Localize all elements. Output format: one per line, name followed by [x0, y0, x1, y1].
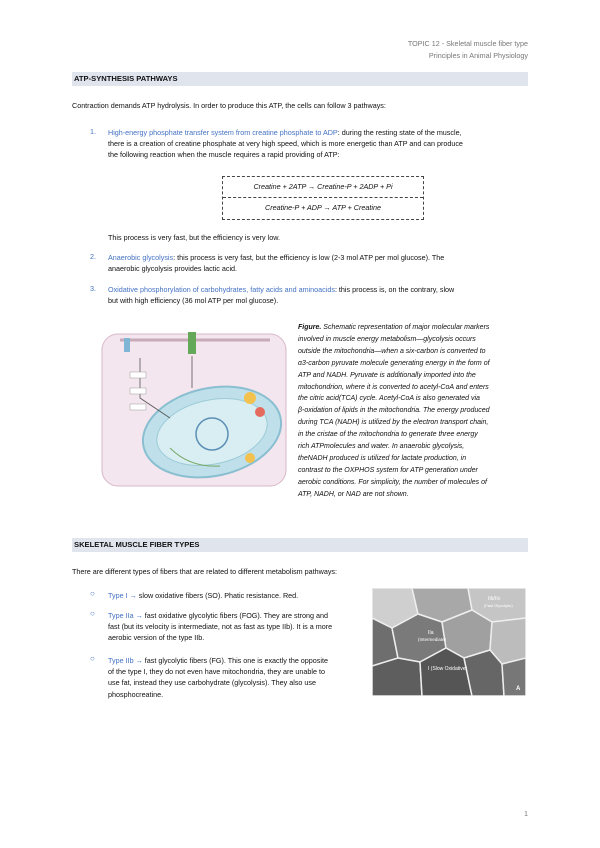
item-2-text-l2: anaerobic glycolysis provides lactic acid. — [108, 264, 238, 274]
intro-text: Contraction demands ATP hydrolysis. In order to produce this ATP, the cells can follow 3 pathways: — [72, 101, 386, 110]
type-2b-title: Type IIb → — [108, 656, 143, 665]
caption-line: outside the mitochondria—when a six-carbon is converted to — [298, 347, 486, 355]
header-course: Principles in Animal Physiology — [428, 51, 528, 60]
caption-line: involved in muscle energy metabolism—glycolysis occurs — [298, 335, 476, 343]
bullet-icon: ○ — [90, 589, 95, 598]
micrograph-panel-letter: A — [516, 686, 521, 692]
fiber-intro-text: There are different types of fibers that are related to different metabolism pathways: — [72, 567, 338, 576]
micrograph-label-i: I (Slow Oxidative) — [428, 666, 468, 672]
type-1-title: Type I → — [108, 591, 137, 600]
header-topic: TOPIC 12 - Skeletal muscle fiber type — [407, 39, 528, 48]
equation-box — [222, 176, 424, 220]
caption-line: mitochondrion, where it is converted to acetyl-CoA and enters — [298, 383, 489, 391]
caption-line: ATP and NADH. Pyruvate is additionally imported into the — [298, 371, 476, 379]
item-1 — [108, 127, 528, 161]
caption-line: in the cristae of the mitochondria to generate three energy — [298, 431, 478, 439]
item-1-text: : during the resting state of the muscle, — [337, 128, 462, 137]
equation-1: Creatine + 2ATP → Creatine-P + 2ADP + Pi — [253, 182, 393, 191]
section-heading-fiber-types — [72, 538, 528, 552]
item-1-title: High-energy phosphate transfer system from creatine phosphate to ADP — [108, 128, 338, 137]
item-3-title: Oxidative phosphorylation of carbohydrates, fatty acids and aminoacids — [108, 285, 335, 294]
item-3 — [108, 284, 528, 306]
page-number: 1 — [524, 809, 528, 818]
micrograph-label-iia: IIa — [428, 630, 434, 636]
type-2b-text-l4: phosphocreatine. — [108, 689, 164, 699]
caption-line: contrast to the OXPHOS system for ATP generation under — [298, 466, 478, 474]
item-2-text: : this process is very fast, but the efficiency is low (2-3 mol ATP per mol glucose). The — [173, 253, 445, 262]
item-2-title: Anaerobic glycolysis — [108, 253, 174, 262]
figure-label: Figure. — [298, 324, 322, 331]
type-2b-text: fast glycolytic fibers (FG). This one is exactly the opposite — [142, 656, 328, 665]
micrograph-label-iib-desc: (Fast Glycolytic) — [484, 603, 513, 608]
caption-line: ATP, NADH, or NAD are not shown. — [298, 490, 409, 498]
bullet-icon: ○ — [90, 654, 95, 663]
type-2a-text-l3: aerobic version of the type IIb. — [108, 633, 205, 643]
fiber-type-2a — [108, 610, 368, 644]
type-2b-text-l3: use fat, instead they use carbohydrate (glycolysis). They also use — [108, 678, 317, 688]
figure-caption — [298, 322, 526, 501]
item-number-1: 1. — [90, 127, 96, 136]
item-3-text-l2: but with high efficiency (36 mol ATP per mol glucose). — [108, 296, 279, 306]
equation-divider — [223, 197, 423, 198]
bullet-icon: ○ — [90, 609, 95, 618]
muscle-fiber-micrograph — [372, 588, 526, 696]
section-title: ATP-SYNTHESIS PATHWAYS — [74, 74, 178, 83]
item-number-2: 2. — [90, 252, 96, 261]
equation-2: Creatine-P + ADP → ATP + Creatine — [265, 203, 381, 212]
item-number-3: 3. — [90, 284, 96, 293]
fiber-type-2b — [108, 655, 368, 700]
micrograph-label-iia-desc: (Intermediate) — [418, 637, 447, 642]
caption-line: rich ATPmolecules and water. In anaerobic glycolysis, — [298, 443, 465, 451]
type-2a-text-l2: fast (but its velocity is intermediate, not as fast as type IIb). It is a more — [108, 622, 333, 632]
section-title: SKELETAL MUSCLE FIBER TYPES — [74, 540, 200, 549]
cell-metabolism-figure — [100, 328, 288, 488]
type-2a-title: Type IIa → — [108, 611, 143, 620]
caption-line: β-oxidation of lipids in the mitochondria. The energy produced — [298, 407, 490, 415]
caption-line: during TCA (NADH) is utilized by the electron transport chain, — [298, 419, 489, 427]
fiber-type-1 — [108, 590, 298, 601]
caption-line: Schematic representation of major molecular markers — [321, 324, 490, 331]
item-2 — [108, 252, 528, 274]
caption-line: α3-carbon pyruvate molecule generating energy in the form of — [298, 359, 490, 367]
caption-line: theNADH produced is utilized for lactate production, in — [298, 454, 467, 462]
type-2b-text-l2: of the type I, they do not even have mitochondria, they are unable to — [108, 667, 325, 677]
item-1-text-l3: the following reaction when the muscle requires a rapid providing of ATP: — [108, 150, 340, 160]
item-1-text-l2: there is a creation of creatine phosphate at very high speed, which is more energetic than ATP and can produce — [108, 139, 463, 149]
caption-line: the citric acid(TCA) cycle. Acetyl-CoA is also generated via — [298, 395, 480, 403]
page-header — [408, 38, 528, 62]
type-2a-text: fast oxidative glycolytic fibers (FOG). They are strong and — [142, 611, 328, 620]
micrograph-label-iib: IIb/IIx — [488, 596, 501, 602]
item-3-text: : this process is, on the contrary, slow — [334, 285, 455, 294]
type-1-text: slow oxidative fibers (SO). Phatic resistance. Red. — [136, 591, 299, 600]
efficiency-note: This process is very fast, but the efficiency is very low. — [108, 233, 281, 242]
caption-line: aerobic conditions. For simplicity, the number of molecules of — [298, 478, 487, 486]
section-heading-atp — [72, 72, 528, 86]
membrane-transporter-icon — [188, 332, 196, 354]
